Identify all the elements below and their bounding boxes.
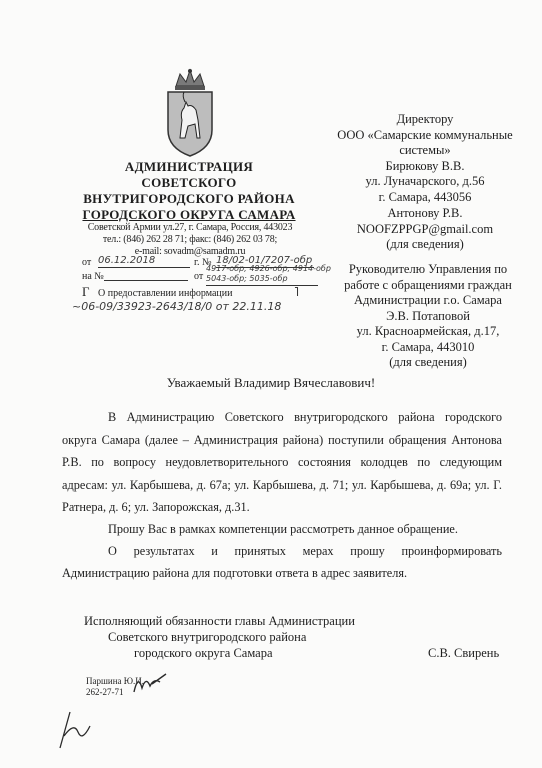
handwritten-signature-mark — [52, 708, 96, 757]
signatory-title-line: Исполняющий обязанности главы Администрации — [84, 614, 355, 628]
na-label: на № — [82, 271, 104, 282]
addressee-line: Администрации г.о. Самара — [354, 293, 502, 307]
org-title-line: ВНУТРИГОРОДСКОГО РАЙОНА — [83, 191, 295, 206]
address-line: тел.: (846) 262 28 71; факс: (846) 262 03 78; — [102, 234, 278, 245]
address-line: Советской Армии ул.27, г. Самара, Россия, 443023 — [87, 222, 293, 233]
addressee-line: Бирюкову В.В. — [385, 158, 465, 173]
body-paragraph-1: В Администрацию Советского внутригородского района городского округа Самара (далее – Администрация района) поступили обращения Антонова Р.В. по вопросу неудовлетворительного состояния колодцев по следующим адресам: ул. Карбышева, д. 67а; ул. Карбышева, д. 71; ул. Карбышева, д. 69а; ул. Г. Ратнера, д. 6; ул. Запорожская, д.31. — [62, 410, 502, 514]
na-handwritten-2: 5043-обр; 5035-обр — [206, 272, 318, 286]
g-number: 18/02-01/7207-обр — [216, 255, 313, 266]
addressee-line: ул. Красноармейская, д.17, — [356, 324, 500, 338]
handwritten-registration-note: ~06-09/33923-2643/18/0 от 22.11.18 — [72, 300, 282, 313]
coat-of-arms-emblem — [158, 68, 222, 158]
addressee-line: г. Самара, 443010 — [381, 339, 475, 354]
addressee-block-3 — [330, 262, 526, 371]
info-label: О предоставлении информации — [98, 288, 233, 299]
na-ot-label: от — [194, 271, 204, 282]
na-blank — [104, 280, 188, 281]
signatory-title-line: городского округа Самара — [134, 646, 273, 660]
executor-name: Паршина Ю.И. — [86, 676, 145, 686]
addressee-line: системы» — [399, 143, 451, 157]
signatory-name: С.В. Свирень — [428, 646, 500, 660]
org-title — [68, 159, 310, 223]
addressee-line: (для сведения) — [386, 237, 464, 251]
org-title-line: СОВЕТСКОГО — [141, 175, 237, 190]
ref-line-na — [82, 264, 331, 284]
signatory-title-line: Советского внутригородского района — [108, 630, 307, 644]
greeting: Уважаемый Владимир Вячеславович! — [166, 375, 376, 390]
ot-label: от — [82, 257, 92, 268]
ot-date: 06.12.2018 — [98, 254, 190, 268]
addressee-line: Руководителю Управления по — [348, 262, 508, 276]
addressee-line: (для сведения) — [389, 355, 467, 369]
addressee-email: NOOFZPPGP@gmail.com — [356, 221, 494, 236]
addressee-line: Э.В. Потаповой — [386, 308, 470, 323]
body-paragraph-2: Прошу Вас в рамках компетенции рассмотреть данное обращение. — [108, 522, 458, 536]
addressee-line: работе с обращениями граждан — [344, 277, 512, 292]
body-paragraph-3-line-2: Администрацию района для подготовки ответа в адрес заявителя. — [62, 566, 408, 580]
address-line: e-mail: sovadm@samadm.ru — [134, 246, 246, 257]
addressee-block-2 — [332, 206, 518, 253]
addressee-line: Антонову Р.В. — [387, 206, 463, 220]
addressee-line: Директору — [396, 112, 454, 126]
executor-phone: 262-27-71 — [86, 687, 124, 697]
addressee-line: г. Самара, 443056 — [378, 189, 472, 204]
g-label: г. № — [194, 257, 212, 268]
addressee-line: ООО «Самарские коммунальные — [337, 127, 513, 142]
org-address — [82, 222, 298, 258]
na-handwritten-1: 4917-обр; 4926-обр; 4914-обр — [206, 264, 331, 273]
addressee-block-1 — [332, 112, 518, 205]
org-title-line: АДМИНИСТРАЦИЯ — [124, 159, 254, 174]
body-paragraph-3-line-1: О результатах и принятых мерах прошу проинформировать — [108, 544, 502, 558]
org-title-line: ГОРОДСКОГО ОКРУГА САМАРА — [82, 207, 296, 222]
initials-mark — [130, 670, 170, 701]
info-subject: Г О предоставлении информации ˥ — [82, 284, 299, 299]
addressee-line: ул. Луначарского, д.56 — [365, 174, 485, 188]
